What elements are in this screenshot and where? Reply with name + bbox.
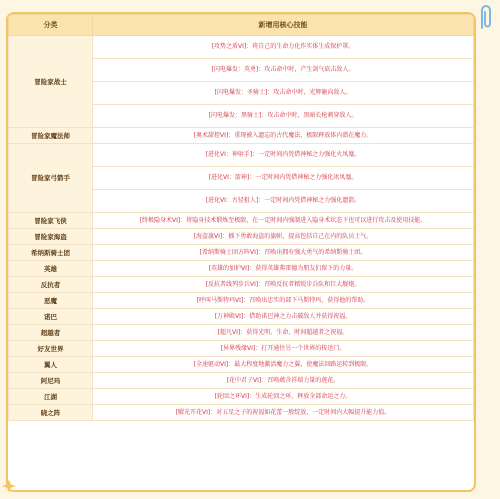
skill-cell: [终极隐身术VI]：将隐身技术锻炼至极限，在一定时间内强制进入隐身术状态下也可以进行攻击及使用技能。 xyxy=(93,213,474,229)
table-row xyxy=(9,277,474,293)
class-cell: 英雄 xyxy=(9,261,93,277)
skill-cell: [闪电爆发：圣骑士]：攻击命中时，光辉砸向敌人。 xyxy=(93,82,474,105)
table-row xyxy=(9,229,474,245)
skill-cell: [进化VI：古径狙人]：一定时间内凭借神秘之力强化遗箭。 xyxy=(93,190,474,213)
table-row xyxy=(9,373,474,389)
table-header-row xyxy=(9,15,474,36)
table-row xyxy=(9,389,474,405)
table-row xyxy=(9,261,474,277)
skill-cell: [异界残缘VI]：打开通往另一个世界的传送门。 xyxy=(93,341,474,357)
skill-cell: [曜光开花VI]：对五星之子的祝福如花蕾一般绽放，一定时间内大幅提升能力值。 xyxy=(93,405,474,421)
class-cell: 超越者 xyxy=(9,325,93,341)
class-cell: 冒险家海盗 xyxy=(9,229,93,245)
skills-table xyxy=(8,14,474,421)
header-category: 分类 xyxy=(9,15,93,36)
header-skills: 新增用核心技能 xyxy=(93,15,474,36)
class-cell: 希纳斯骑士团 xyxy=(9,245,93,261)
class-cell: 阿尼玛 xyxy=(9,373,93,389)
skill-cell: [进化VI：箭神]：一定时间内凭借神秘之力强化冰凤凰。 xyxy=(93,167,474,190)
class-cell: 冒险家魔法师 xyxy=(9,128,93,144)
table-row xyxy=(9,36,474,59)
class-cell: 诺巴 xyxy=(9,309,93,325)
table-row xyxy=(9,357,474,373)
skill-cell: [超凡VI]：获得光明、生命、时间超越者之祝福。 xyxy=(93,325,474,341)
skill-cell: [闪电爆发：英勇]：攻击命中时，产生剑气砍击敌人。 xyxy=(93,59,474,82)
skill-cell: [海盗旗VI]：插下勇敢海盗的旗帜，提高包括自己在内的队员士气。 xyxy=(93,229,474,245)
skill-cell: [奥术甜控VI]：重现被入遗忘的古代魔法，极限释放体内潜在魔力。 xyxy=(93,128,474,144)
star-icon xyxy=(2,479,16,493)
table-row xyxy=(9,128,474,144)
skill-cell: [轮回之环VI]：生成轮回之环，释放全部命运之力。 xyxy=(93,389,474,405)
skill-cell: [攻势之盾VI]：将自己的生命力化作实体生成保护罩。 xyxy=(93,36,474,59)
class-cell: 反抗者 xyxy=(9,277,93,293)
table-row xyxy=(9,144,474,167)
skill-cell: [全速驱动VI]：最大程度地激活魔力之翼，使魔法回路运转到极限。 xyxy=(93,357,474,373)
skill-cell: [闪电爆发：黑骑士]：攻击命中时，黑暗长枪刺穿敌人。 xyxy=(93,105,474,128)
class-cell: 翼人 xyxy=(9,357,93,373)
class-cell: 好友世界 xyxy=(9,341,93,357)
skill-cell: [花中君子VI]：召唤蕴含祥瑞力量的莲花。 xyxy=(93,373,474,389)
skill-cell: [英雄的加护VI]：获得英雄弗雷德为朋友们留下的力量。 xyxy=(93,261,474,277)
skill-cell: [呼叫马斯特玛VI]：召唤出忠实的部下马斯特玛，获得他的帮助。 xyxy=(93,293,474,309)
skill-cell: [万神殿VI]：借助诺巴神之力击破敌人并获得祝福。 xyxy=(93,309,474,325)
table-body xyxy=(9,36,474,421)
table-row xyxy=(9,405,474,421)
class-cell: 江湖 xyxy=(9,389,93,405)
table-row xyxy=(9,325,474,341)
table-row xyxy=(9,293,474,309)
skill-cell: [希纳斯骑士团方阵VI]：召唤出拥有强大勇气的希纳斯骑士团。 xyxy=(93,245,474,261)
skills-table-card xyxy=(6,12,476,492)
table-row xyxy=(9,341,474,357)
class-cell: 冒险家战士 xyxy=(9,36,93,128)
class-cell: 晓之阵 xyxy=(9,405,93,421)
paperclip-icon xyxy=(476,2,494,32)
table-row xyxy=(9,245,474,261)
class-cell: 恶魔 xyxy=(9,293,93,309)
table-row xyxy=(9,309,474,325)
skill-cell: [进化VI：神射手]：一定时间内凭借神秘之力强化火凤凰。 xyxy=(93,144,474,167)
skill-cell: [反抗者线列步兵VI]：召唤反抗者精锐步兵队和巨大舰炮。 xyxy=(93,277,474,293)
class-cell: 冒险家飞侠 xyxy=(9,213,93,229)
class-cell: 冒险家弓箭手 xyxy=(9,144,93,213)
table-row xyxy=(9,213,474,229)
